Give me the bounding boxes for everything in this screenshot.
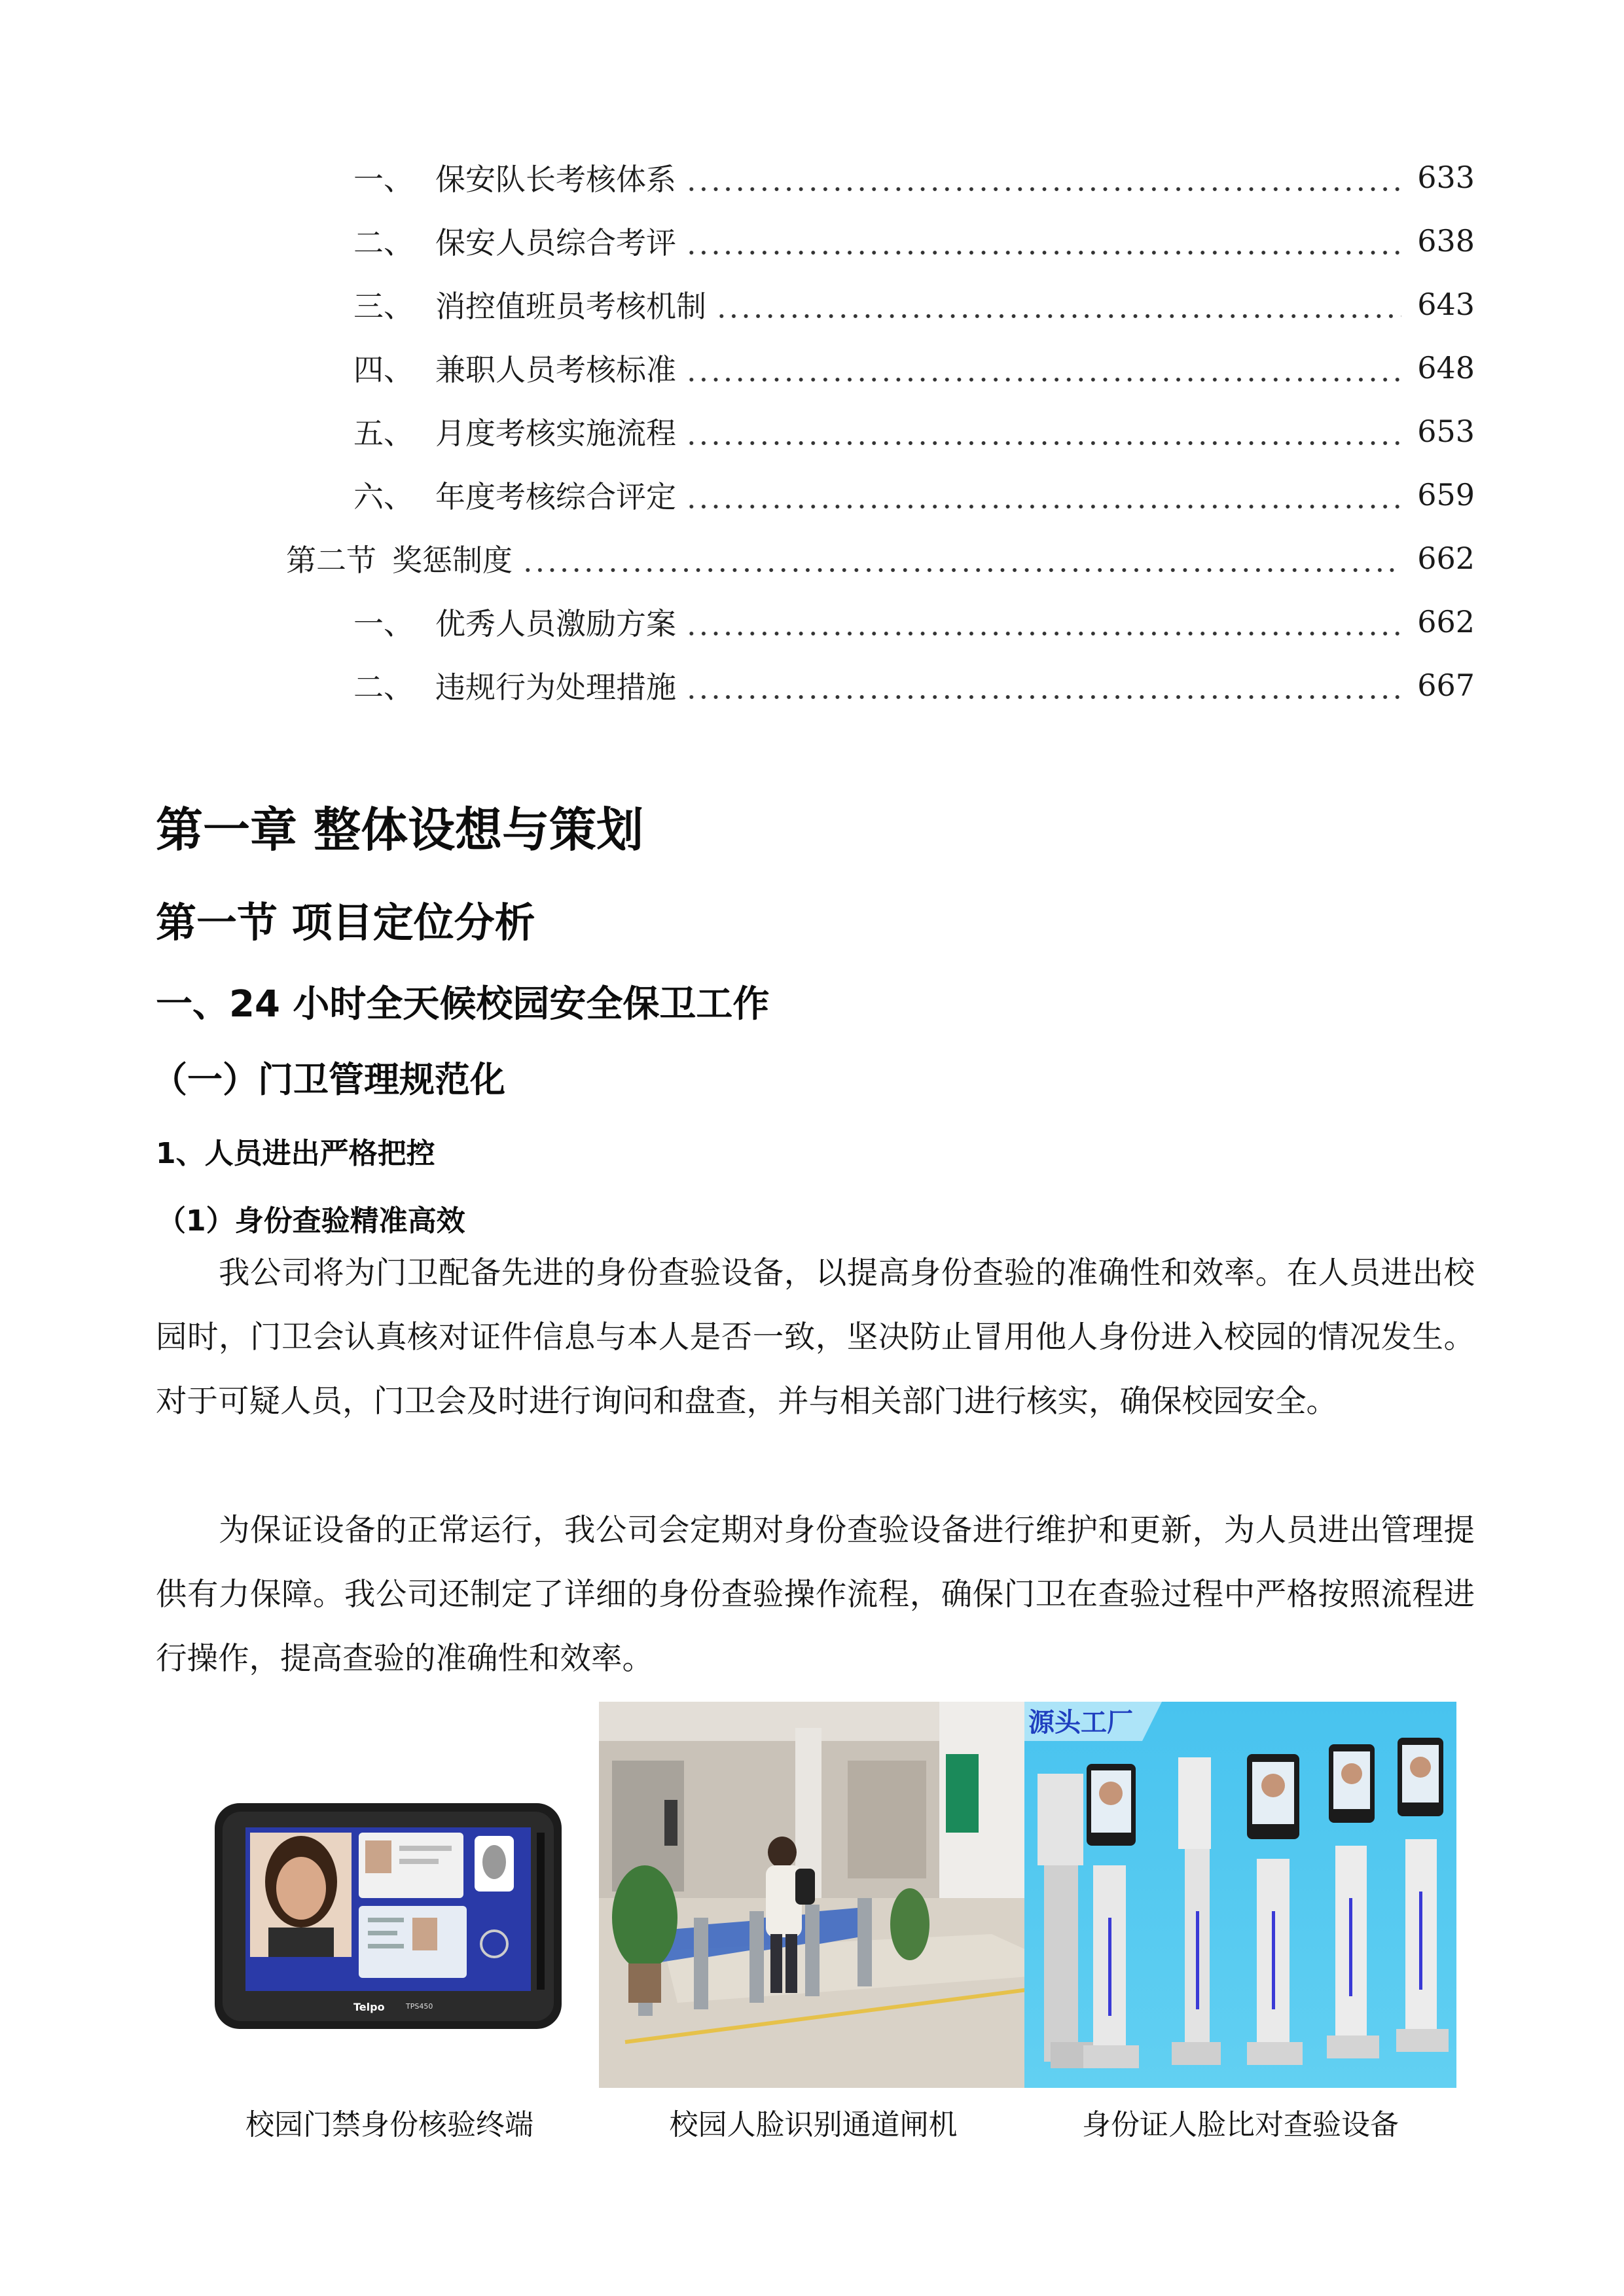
toc-leader-dots	[685, 374, 1401, 385]
gate-photo-illustration	[599, 1702, 1028, 2088]
body-paragraph: 为保证设备的正常运行，我公司会定期对身份查验设备进行维护和更新，为人员进出管理提供有力保障。我公司还制定了详细的身份查验操作流程，确保门卫在查验过程中严格按照流程进行操作，提高查验的准确性和效率。	[156, 1513, 1475, 1677]
toc-entry[interactable]	[353, 405, 1475, 457]
toc-entry-page: 643	[1417, 287, 1475, 322]
toc-entry[interactable]	[353, 596, 1475, 648]
toc-entry-title: 兼职人员考核标准	[435, 352, 676, 387]
toc-entry[interactable]	[353, 659, 1475, 711]
toc-entry-number: 四、	[353, 352, 414, 387]
kiosk-banner-text: 源头工厂	[1028, 1708, 1133, 1738]
kiosk-illustration	[1024, 1702, 1456, 2088]
toc-entry-title: 违规行为处理措施	[435, 670, 676, 705]
toc-entry-title: 消控值班员考核机制	[435, 289, 706, 324]
toc-entry-title: 奖惩制度	[392, 543, 513, 578]
toc-entry-number: 五、	[353, 416, 414, 451]
toc-entry-number: 二、	[353, 225, 414, 260]
toc-entry[interactable]	[353, 151, 1475, 204]
toc-section-entry[interactable]	[286, 532, 1475, 584]
toc-entry-number: 三、	[353, 289, 414, 324]
toc-entry-title: 保安队长考核体系	[435, 162, 676, 197]
subsection-heading: 一、24 小时全天候校园安全保卫工作	[156, 983, 770, 1026]
toc-entry[interactable]	[353, 278, 1475, 331]
tablet-illustration	[196, 1702, 583, 2075]
toc-entry[interactable]	[353, 469, 1475, 521]
figure-caption: 校园人脸识别通道闸机	[669, 2108, 958, 2142]
toc-entry-title: 保安人员综合考评	[435, 225, 676, 260]
toc-entry-number: 第二节	[286, 543, 376, 578]
figure-caption: 身份证人脸比对查验设备	[1082, 2108, 1399, 2142]
toc-leader-dots	[685, 247, 1401, 258]
toc-entry-page: 659	[1417, 477, 1475, 512]
chapter-heading: 第一章 整体设想与策划	[156, 802, 644, 857]
toc-entry-page: 662	[1417, 604, 1475, 639]
toc-leader-dots	[522, 565, 1401, 575]
toc-entry[interactable]	[353, 215, 1475, 267]
figure-caption: 校园门禁身份核验终端	[245, 2108, 533, 2142]
toc-entry-page: 633	[1417, 160, 1475, 195]
face-recognition-gate-image	[599, 1702, 1028, 2088]
toc-entry-title: 优秀人员激励方案	[435, 606, 676, 641]
toc-leader-dots	[685, 628, 1401, 639]
body-paragraph: 我公司将为门卫配备先进的身份查验设备，以提高身份查验的准确性和效率。在人员进出校园时，门卫会认真核对证件信息与本人是否一致，坚决防止冒用他人身份进入校园的情况发生。对于可疑人员，门卫会及时进行询问和盘查，并与相关部门进行核实，确保校园安全。	[156, 1255, 1475, 1420]
toc-entry-page: 667	[1417, 668, 1475, 703]
toc-entry-page: 648	[1417, 350, 1475, 386]
tablet-model-label: TPS450	[406, 2002, 433, 2011]
item-heading: 1、人员进出严格把控	[156, 1137, 435, 1170]
toc-leader-dots	[685, 184, 1401, 194]
toc-entry-title: 月度考核实施流程	[435, 416, 676, 451]
id-verification-terminal-image	[196, 1702, 583, 2075]
subsubsection-heading: （一）门卫管理规范化	[152, 1059, 505, 1100]
tablet-brand-logo: Telpo	[353, 2001, 385, 2013]
toc-entry-page: 653	[1417, 414, 1475, 449]
toc-leader-dots	[685, 501, 1401, 512]
toc-leader-dots	[685, 438, 1401, 448]
toc-leader-dots	[715, 311, 1401, 321]
toc-entry-number: 六、	[353, 479, 414, 514]
subitem-heading: （1）身份查验精准高效	[157, 1204, 465, 1238]
toc-entry-number: 二、	[353, 670, 414, 705]
face-comparison-kiosk-image	[1024, 1702, 1456, 2088]
toc-entry-page: 662	[1417, 541, 1475, 576]
toc-entry[interactable]	[353, 342, 1475, 394]
toc-entry-page: 638	[1417, 223, 1475, 259]
toc-leader-dots	[685, 692, 1401, 702]
toc-entry-number: 一、	[353, 606, 414, 641]
toc-entry-number: 一、	[353, 162, 414, 197]
toc-entry-title: 年度考核综合评定	[435, 479, 676, 514]
section-heading: 第一节 项目定位分析	[156, 899, 535, 946]
